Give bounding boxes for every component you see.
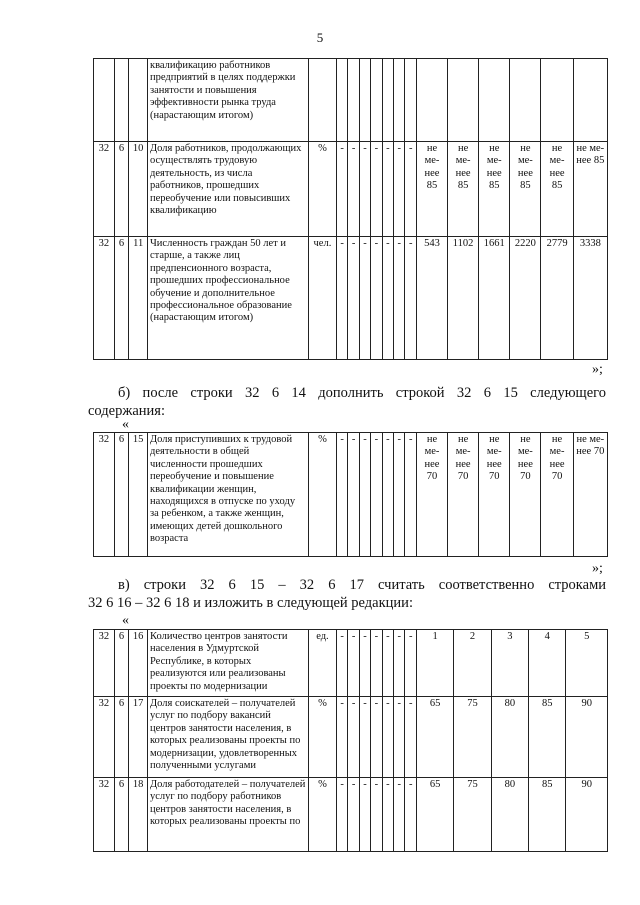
row-number-item: 15 [129,433,148,557]
year-value: 2220 [510,237,541,360]
row-number-section: 32 [94,142,115,237]
year-value: не ме-нее 70 [573,433,607,557]
year-value: 5 [566,630,608,697]
year-value-empty: - [405,697,416,778]
year-value-empty: - [336,778,347,852]
year-value-empty: - [359,237,370,360]
page-number: 5 [316,30,324,45]
year-value-empty: - [371,237,382,360]
year-value: 2 [454,630,491,697]
year-value: не ме-нее 70 [510,433,541,557]
year-value: 90 [566,778,608,852]
table-row [94,59,608,142]
year-value: 65 [416,697,453,778]
year-value: не ме-нее 85 [448,142,479,237]
closing-quote-2: »; [592,561,603,576]
paragraph-b-line-2: содержания: [88,403,166,419]
indicator-name: Доля приступивших к трудовой деятельности в общей численности прошедших переобучение и повышение квалификации женщин, находящихся в отпуске по уходу за ребенком, а также женщин, имеющих детей дошкольного возраста [147,433,308,557]
row-number-section: 32 [94,433,115,557]
year-value: не ме-нее 85 [416,142,447,237]
year-value [573,59,607,142]
paragraph-b-line-1: б) после строки 32 6 14 дополнить строкой 32 6 15 следующего [118,385,606,401]
year-value: 3338 [573,237,607,360]
row-number-section: 32 [94,697,115,778]
row-number-section [94,59,115,142]
year-value: 3 [491,630,528,697]
row-number-subsection [114,59,129,142]
year-value-empty: - [359,630,370,697]
year-value-empty: - [405,142,416,237]
year-value: не ме-нее 70 [479,433,510,557]
year-value: не ме-нее 85 [541,142,573,237]
indicator-name: Доля соискателей – получателей услуг по подбору вакансий центров занятости населения, в которых реализованы проекты по модернизации, удовлетворенных полученными услугами [147,697,308,778]
year-value-empty: - [336,237,347,360]
year-value-empty: - [394,778,405,852]
year-value-empty: - [348,697,359,778]
year-value: 85 [529,697,566,778]
row-number-section: 32 [94,237,115,360]
year-value-empty: - [336,142,347,237]
year-value: 75 [454,697,491,778]
row-number-subsection: 6 [114,630,129,697]
year-value-empty: - [348,630,359,697]
year-value: 90 [566,697,608,778]
year-value: не ме-нее 70 [416,433,447,557]
year-value-empty: - [405,778,416,852]
year-value-empty: - [336,630,347,697]
row-number-subsection: 6 [114,697,129,778]
year-value-empty: - [394,142,405,237]
year-value: 65 [416,778,453,852]
unit-of-measure: % [308,697,336,778]
paragraph-v-line-2: 32 6 16 – 32 6 18 и изложить в следующей редакции: [88,595,413,611]
year-value-empty: - [394,697,405,778]
closing-quote-1: »; [592,362,603,377]
year-value-empty: - [359,778,370,852]
row-number-item: 17 [129,697,148,778]
year-value-empty [405,59,416,142]
year-value: не ме-нее 85 [573,142,607,237]
year-value-empty: - [371,142,382,237]
year-value-empty: - [405,433,416,557]
year-value-empty [348,59,359,142]
year-value: 85 [529,778,566,852]
year-value-empty [394,59,405,142]
year-value-empty: - [405,630,416,697]
year-value-empty: - [371,630,382,697]
year-value: 1661 [479,237,510,360]
year-value-empty: - [359,142,370,237]
year-value-empty: - [359,697,370,778]
year-value-empty: - [382,697,393,778]
indicator-table-2 [93,432,608,557]
year-value-empty: - [394,433,405,557]
unit-of-measure: % [308,433,336,557]
row-number-item: 10 [129,142,148,237]
year-value: 4 [529,630,566,697]
paragraph-v [88,576,606,612]
indicator-name: Численность граждан 50 лет и старше, а также лиц предпенсионного возраста, прошедших профессиональное обучение и дополнительное профессиональное образование (нарастающим итогом) [147,237,308,360]
year-value [541,59,573,142]
year-value [510,59,541,142]
year-value-empty [382,59,393,142]
paragraph-b [88,384,606,420]
indicator-name: Количество центров занятости населения в Удмуртской Республике, в которых реализуются или реализованы проекты по модернизации [147,630,308,697]
year-value: 80 [491,697,528,778]
table-row [94,433,608,557]
year-value-empty: - [336,697,347,778]
year-value-empty: - [382,237,393,360]
year-value: 1 [416,630,453,697]
table-row [94,237,608,360]
year-value-empty: - [348,433,359,557]
indicator-table-1 [93,58,608,360]
row-number-item: 16 [129,630,148,697]
paragraph-v-line-1: в) строки 32 6 15 – 32 6 17 считать соответственно строками [118,577,606,593]
row-number-subsection: 6 [114,237,129,360]
year-value-empty: - [382,433,393,557]
row-number-subsection: 6 [114,433,129,557]
year-value-empty: - [382,630,393,697]
unit-of-measure: % [308,142,336,237]
table-row [94,697,608,778]
table-row [94,630,608,697]
indicator-table-3 [93,629,608,852]
opening-quote-2: « [122,417,129,432]
table-row [94,142,608,237]
row-number-item: 18 [129,778,148,852]
unit-of-measure: % [308,778,336,852]
unit-of-measure: ед. [308,630,336,697]
row-number-subsection: 6 [114,142,129,237]
unit-of-measure: чел. [308,237,336,360]
opening-quote-3: « [122,613,129,628]
row-number-subsection: 6 [114,778,129,852]
year-value: 1102 [448,237,479,360]
year-value: не ме-нее 85 [510,142,541,237]
year-value: не ме-нее 70 [448,433,479,557]
year-value: не ме-нее 70 [541,433,573,557]
year-value-empty: - [348,778,359,852]
year-value-empty [371,59,382,142]
year-value-empty [336,59,347,142]
table-row [94,778,608,852]
year-value-empty: - [371,433,382,557]
year-value-empty: - [348,237,359,360]
year-value [416,59,447,142]
year-value-empty: - [382,142,393,237]
year-value-empty: - [359,433,370,557]
indicator-name: Доля работников, продолжающих осуществлять трудовую деятельность, из числа работников, прошедших переобучение или повысивших квалификацию [147,142,308,237]
year-value [448,59,479,142]
year-value [479,59,510,142]
year-value-empty: - [371,697,382,778]
year-value-empty: - [371,778,382,852]
year-value-empty [359,59,370,142]
year-value-empty: - [394,630,405,697]
year-value: 543 [416,237,447,360]
row-number-section: 32 [94,630,115,697]
year-value-empty: - [405,237,416,360]
year-value: не ме-нее 85 [479,142,510,237]
indicator-name: квалификацию работников предприятий в целях поддержки занятости и повышения эффективности рынка труда (нарастающим итогом) [147,59,308,142]
row-number-section: 32 [94,778,115,852]
year-value: 2779 [541,237,573,360]
row-number-item: 11 [129,237,148,360]
indicator-name: Доля работодателей – получателей услуг по подбору работников центров занятости населения, в которых реализованы проекты по [147,778,308,852]
year-value-empty: - [394,237,405,360]
row-number-item [129,59,148,142]
year-value: 75 [454,778,491,852]
unit-of-measure [308,59,336,142]
year-value-empty: - [336,433,347,557]
year-value-empty: - [382,778,393,852]
year-value-empty: - [348,142,359,237]
year-value: 80 [491,778,528,852]
